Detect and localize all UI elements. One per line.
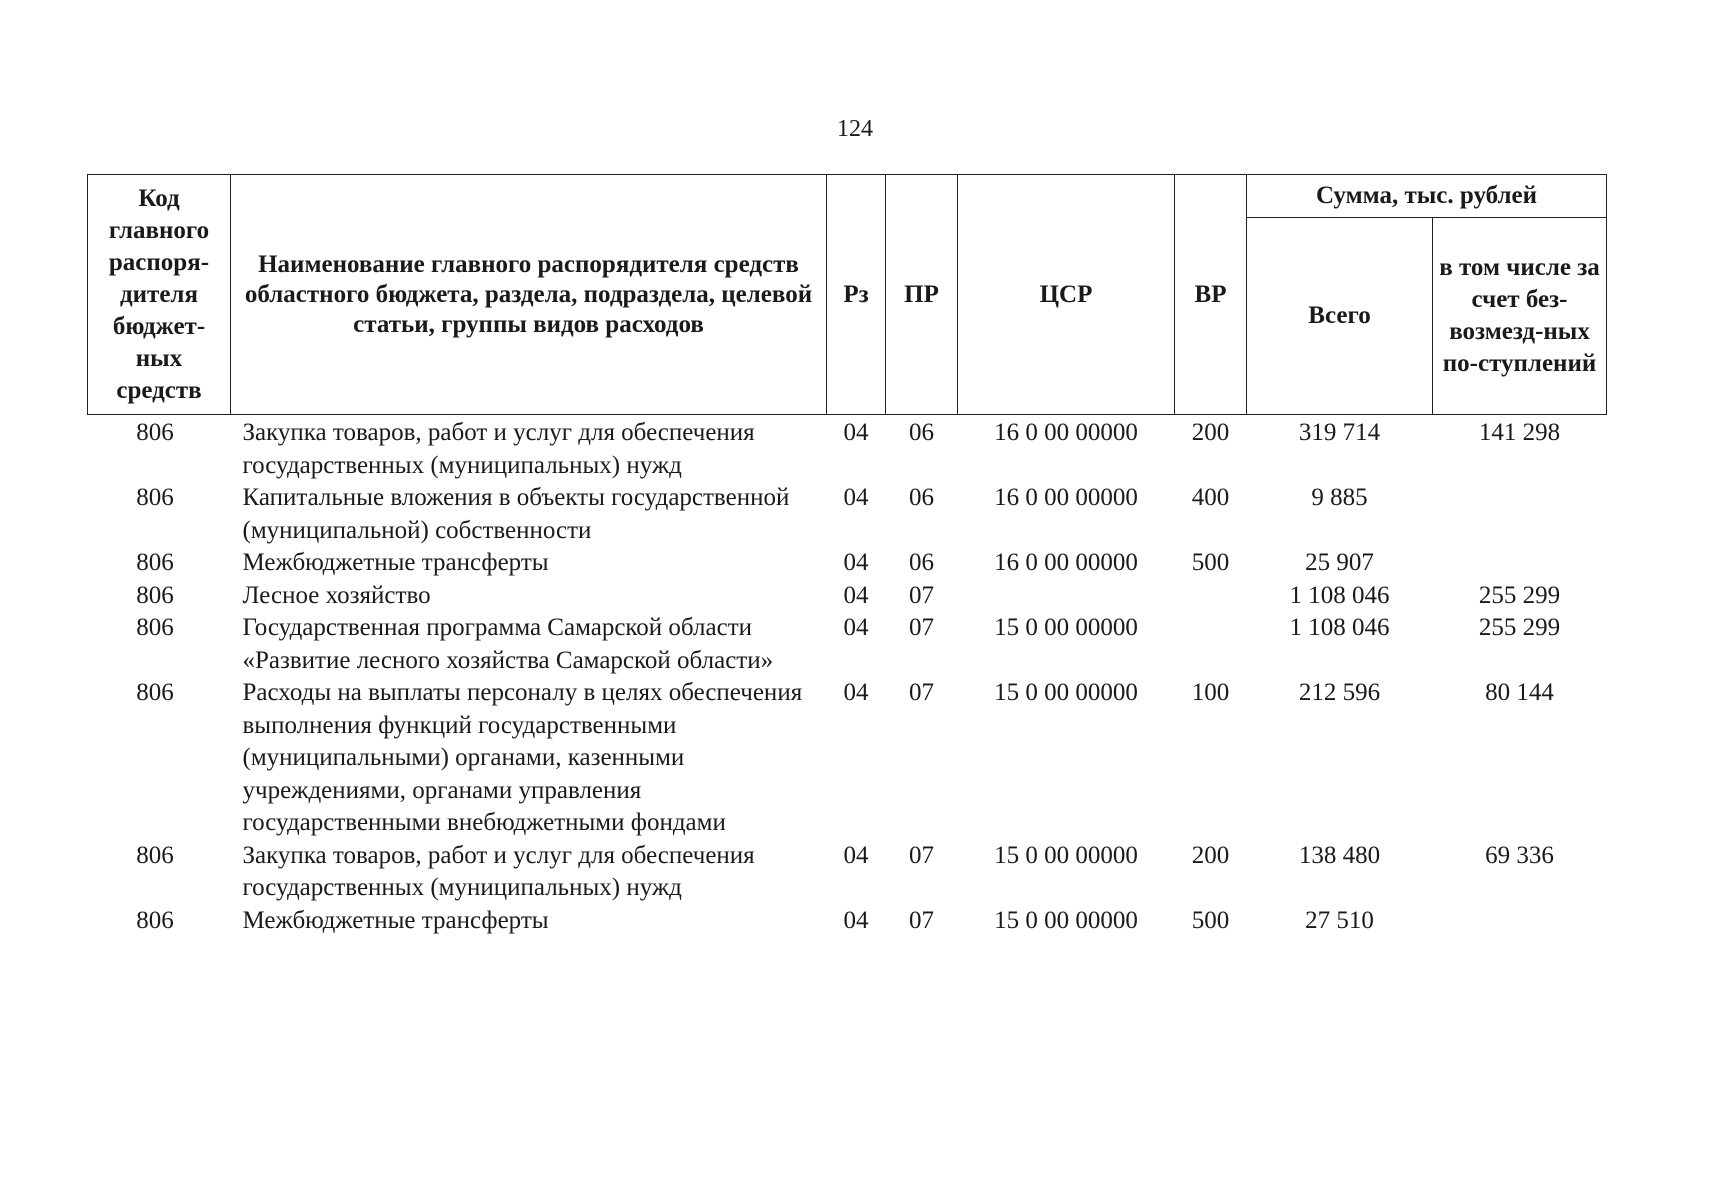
cell-vr: 500 [1191,906,1230,934]
cell-free: 80 144 [1485,679,1554,706]
table-row [88,677,1607,840]
cell-name: Государственная программа Самарской области «Развитие лесного хозяйства Самарской области» [242,614,774,674]
header-vr: ВР [1175,175,1247,415]
cell-free [1433,482,1607,547]
cell-csr: 16 0 00 00000 [994,484,1138,511]
table-row [88,905,1607,938]
cell-rz: 04 [843,614,869,641]
cell-vr: 100 [1191,679,1230,706]
header-sum-group: Сумма, тыс. рублей [1247,175,1607,218]
cell-free [1433,905,1607,938]
cell-rz: 04 [843,581,869,609]
header-total: Всего [1247,218,1433,415]
cell-csr: 15 0 00 00000 [994,614,1138,641]
cell-csr: 16 0 00 00000 [994,549,1138,576]
cell-vr [1175,612,1247,677]
cell-pr: 07 [909,614,934,641]
cell-rz: 04 [843,841,869,869]
cell-csr: 15 0 00 00000 [994,906,1138,934]
cell-pr: 06 [909,419,934,446]
cell-total: 212 596 [1298,679,1381,706]
cell-vr: 200 [1191,419,1230,446]
cell-pr: 06 [909,549,934,576]
cell-code: 806 [136,841,174,869]
header-pr: ПР [886,175,958,415]
cell-vr [1175,580,1247,613]
header-name: Наименование главного распорядителя средств областного бюджета, раздела, подраздела, целевой статьи, группы видов расходов [231,175,827,415]
cell-name: Лесное хозяйство [242,581,431,609]
cell-pr: 07 [909,841,934,869]
cell-rz: 04 [843,419,869,446]
cell-total: 1 108 046 [1289,581,1390,609]
cell-total: 319 714 [1298,419,1381,446]
cell-free: 141 298 [1478,419,1561,446]
cell-pr: 07 [909,679,934,706]
cell-free: 255 299 [1478,614,1561,641]
cell-code: 806 [136,906,174,934]
cell-total: 27 510 [1305,906,1374,934]
cell-name: Капитальные вложения в объекты государственной (муниципальной) собственности [242,484,790,544]
cell-name: Межбюджетные трансферты [242,549,549,576]
table-row [88,547,1607,580]
cell-csr [958,580,1175,613]
cell-code: 806 [136,679,174,706]
cell-pr: 07 [909,581,934,609]
cell-total: 138 480 [1298,841,1381,869]
cell-free: 255 299 [1478,581,1561,609]
cell-code: 806 [136,581,174,609]
cell-vr: 400 [1191,484,1230,511]
cell-pr: 06 [909,484,934,511]
table-row [88,840,1607,905]
cell-free [1433,547,1607,580]
table-row [88,415,1607,483]
cell-rz: 04 [843,484,869,511]
cell-free: 69 336 [1485,841,1554,869]
cell-total: 1 108 046 [1289,614,1390,641]
table-body [88,415,1607,938]
table-header [88,175,1607,415]
cell-total: 25 907 [1305,549,1374,576]
header-rz: Рз [827,175,886,415]
cell-rz: 04 [843,679,869,706]
cell-total: 9 885 [1311,484,1368,511]
table-row [88,482,1607,547]
table-row [88,580,1607,613]
table-row [88,612,1607,677]
page-number: 124 [837,116,873,142]
cell-vr: 500 [1191,549,1230,576]
header-code: Код главного распоря-дителя бюджет-ных средств [88,175,231,415]
cell-csr: 15 0 00 00000 [994,841,1138,869]
budget-table [87,174,1607,937]
cell-rz: 04 [843,549,869,576]
cell-name: Закупка товаров, работ и услуг для обеспечения государственных (муниципальных) нужд [242,419,755,479]
cell-csr: 16 0 00 00000 [994,419,1138,446]
header-free: в том числе за счет без-возмезд-ных по-ступлений [1433,218,1607,415]
cell-name: Межбюджетные трансферты [242,906,549,934]
cell-vr: 200 [1191,841,1230,869]
cell-code: 806 [136,549,174,576]
cell-code: 806 [136,484,174,511]
cell-code: 806 [136,614,174,641]
cell-name: Расходы на выплаты персоналу в целях обеспечения выполнения функций государственными (муниципальными) органами, казенными учреждениями, органами управления государственными внебюджетными фондами [242,679,803,836]
cell-name: Закупка товаров, работ и услуг для обеспечения государственных (муниципальных) нужд [242,841,755,901]
cell-csr: 15 0 00 00000 [994,679,1138,706]
cell-pr: 07 [909,906,934,934]
cell-rz: 04 [843,906,869,934]
cell-code: 806 [136,419,174,446]
header-csr: ЦСР [958,175,1175,415]
